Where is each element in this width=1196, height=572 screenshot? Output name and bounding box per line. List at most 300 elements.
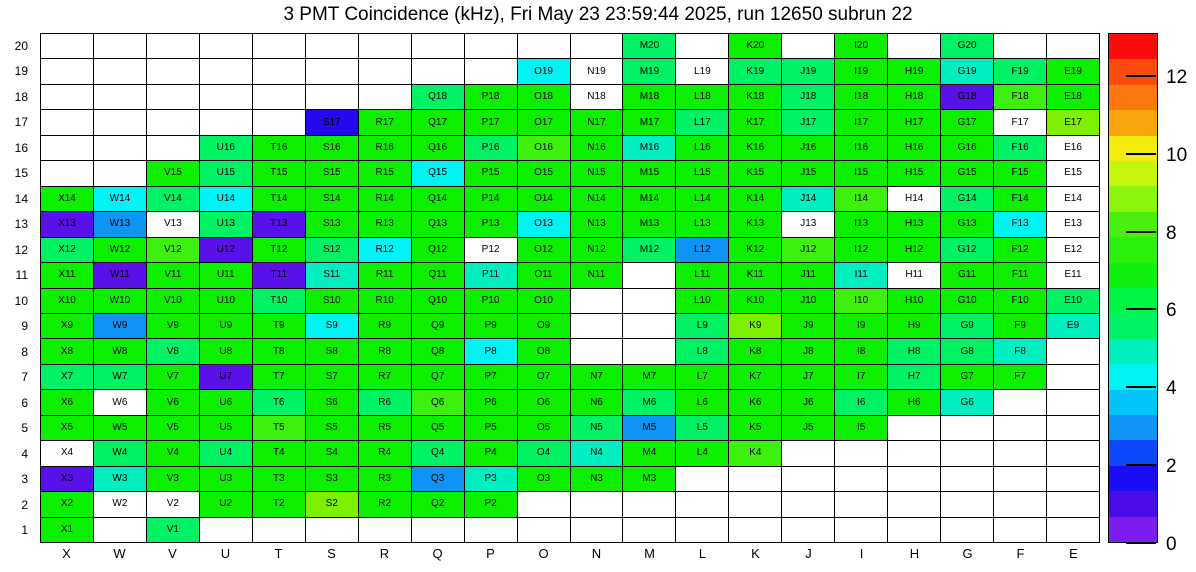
cell-V8: V8: [147, 339, 199, 363]
cell-N13: N13: [571, 212, 623, 236]
cell-S5: S5: [306, 416, 358, 440]
cell-E12: E12: [1047, 238, 1099, 262]
cell-J5: J5: [782, 416, 834, 440]
cell-G10: G10: [941, 289, 993, 313]
cell-F6: [994, 390, 1046, 414]
cell-M14: M14: [623, 187, 675, 211]
cell-Q20: [412, 34, 464, 58]
cell-O16: O16: [518, 136, 570, 160]
cell-T3: T3: [253, 467, 305, 491]
cell-N10: [571, 289, 623, 313]
cell-K5: K5: [729, 416, 781, 440]
cell-H9: H9: [888, 314, 940, 338]
cell-M18: M18: [623, 85, 675, 109]
cell-M3: M3: [623, 467, 675, 491]
cell-V9: V9: [147, 314, 199, 338]
cell-X8: X8: [41, 339, 93, 363]
cell-T2: T2: [253, 492, 305, 516]
cell-N2: [571, 492, 623, 516]
cell-N1: [571, 518, 623, 542]
cell-N15: N15: [571, 161, 623, 185]
x-axis-label-L: L: [698, 546, 707, 561]
cell-U16: U16: [200, 136, 252, 160]
x-axis-label-X: X: [62, 546, 71, 561]
cell-U11: U11: [200, 263, 252, 287]
cell-H4: [888, 441, 940, 465]
cell-P2: P2: [465, 492, 517, 516]
colorbar-tick-12: [1126, 75, 1156, 77]
cell-V10: V10: [147, 289, 199, 313]
cell-L11: L11: [676, 263, 728, 287]
cell-O7: O7: [518, 365, 570, 389]
colorbar-tick-label-4: 4: [1166, 378, 1177, 400]
cell-O18: O18: [518, 85, 570, 109]
cell-X5: X5: [41, 416, 93, 440]
cell-R16: R16: [359, 136, 411, 160]
cell-S4: S4: [306, 441, 358, 465]
cell-H12: H12: [888, 238, 940, 262]
cell-V13: V13: [147, 212, 199, 236]
cell-N16: N16: [571, 136, 623, 160]
cell-Q19: [412, 59, 464, 83]
cell-Q8: Q8: [412, 339, 464, 363]
colorbar-tick-6: [1126, 308, 1156, 310]
cell-W12: W12: [94, 238, 146, 262]
cell-N4: N4: [571, 441, 623, 465]
cell-I4: [835, 441, 887, 465]
cell-T11: T11: [253, 263, 305, 287]
cell-P13: P13: [465, 212, 517, 236]
cell-S2: S2: [306, 492, 358, 516]
x-axis-label-J: J: [805, 546, 812, 561]
cell-G13: G13: [941, 212, 993, 236]
cell-G18: G18: [941, 85, 993, 109]
cell-E15: E15: [1047, 161, 1099, 185]
cell-G7: G7: [941, 365, 993, 389]
cell-R3: R3: [359, 467, 411, 491]
cell-V16: [147, 136, 199, 160]
cell-S19: [306, 59, 358, 83]
colorbar-band-18: [1109, 59, 1157, 84]
cell-W1: [94, 518, 146, 542]
cell-J16: J16: [782, 136, 834, 160]
x-axis-label-V: V: [168, 546, 177, 561]
cell-M13: M13: [623, 212, 675, 236]
cell-G9: G9: [941, 314, 993, 338]
cell-V14: V14: [147, 187, 199, 211]
y-axis-label-20: 20: [14, 38, 28, 53]
cell-K13: K13: [729, 212, 781, 236]
cell-X11: X11: [41, 263, 93, 287]
cell-X6: X6: [41, 390, 93, 414]
cell-G17: G17: [941, 110, 993, 134]
cell-L9: L9: [676, 314, 728, 338]
cell-S13: S13: [306, 212, 358, 236]
cell-V5: V5: [147, 416, 199, 440]
y-axis-label-3: 3: [21, 472, 28, 487]
cell-S8: S8: [306, 339, 358, 363]
x-axis-label-H: H: [909, 546, 920, 561]
cell-X14: X14: [41, 187, 93, 211]
cell-E19: E19: [1047, 59, 1099, 83]
cell-U9: U9: [200, 314, 252, 338]
cell-M17: M17: [623, 110, 675, 134]
cell-P4: P4: [465, 441, 517, 465]
cell-M4: M4: [623, 441, 675, 465]
cell-O12: O12: [518, 238, 570, 262]
y-axis-label-16: 16: [14, 140, 28, 155]
cell-N3: N3: [571, 467, 623, 491]
cell-I5: I5: [835, 416, 887, 440]
cell-M12: M12: [623, 238, 675, 262]
x-axis-label-I: I: [859, 546, 864, 561]
cell-J12: J12: [782, 238, 834, 262]
cell-L14: L14: [676, 187, 728, 211]
cell-P11: P11: [465, 263, 517, 287]
cell-R7: R7: [359, 365, 411, 389]
cell-F9: F9: [994, 314, 1046, 338]
cell-W16: [94, 136, 146, 160]
cell-F1: [994, 518, 1046, 542]
cell-S17: S17: [306, 110, 358, 134]
cell-P5: P5: [465, 416, 517, 440]
cell-E5: [1047, 416, 1099, 440]
cell-F4: [994, 441, 1046, 465]
cell-K8: K8: [729, 339, 781, 363]
cell-T9: T9: [253, 314, 305, 338]
cell-O13: O13: [518, 212, 570, 236]
cell-T8: T8: [253, 339, 305, 363]
cell-F16: F16: [994, 136, 1046, 160]
colorbar-band-0: [1109, 517, 1157, 542]
cell-S1: [306, 518, 358, 542]
cell-M11: [623, 263, 675, 287]
cell-K11: K11: [729, 263, 781, 287]
cell-V1: V1: [147, 518, 199, 542]
cell-J7: J7: [782, 365, 834, 389]
cell-O19: O19: [518, 59, 570, 83]
cell-I8: I8: [835, 339, 887, 363]
x-axis-label-U: U: [220, 546, 231, 561]
cell-H16: H16: [888, 136, 940, 160]
cell-S18: [306, 85, 358, 109]
cell-X3: X3: [41, 467, 93, 491]
cell-K10: K10: [729, 289, 781, 313]
cell-Q18: Q18: [412, 85, 464, 109]
cell-U20: [200, 34, 252, 58]
cell-R17: R17: [359, 110, 411, 134]
cell-N9: [571, 314, 623, 338]
cell-I6: I6: [835, 390, 887, 414]
cell-J15: J15: [782, 161, 834, 185]
cell-I9: I9: [835, 314, 887, 338]
cell-M6: M6: [623, 390, 675, 414]
cell-H10: H10: [888, 289, 940, 313]
colorbar-tick-label-0: 0: [1166, 534, 1177, 555]
cell-I2: [835, 492, 887, 516]
cell-P14: P14: [465, 187, 517, 211]
colorbar-band-2: [1109, 466, 1157, 491]
cell-R5: R5: [359, 416, 411, 440]
cell-K14: K14: [729, 187, 781, 211]
cell-G6: G6: [941, 390, 993, 414]
cell-O14: O14: [518, 187, 570, 211]
cell-E4: [1047, 441, 1099, 465]
cell-H6: H6: [888, 390, 940, 414]
colorbar-band-16: [1109, 110, 1157, 135]
cell-E11: E11: [1047, 263, 1099, 287]
cell-K7: K7: [729, 365, 781, 389]
cell-R4: R4: [359, 441, 411, 465]
cell-F19: F19: [994, 59, 1046, 83]
cell-W15: [94, 161, 146, 185]
cell-V6: V6: [147, 390, 199, 414]
cell-L20: [676, 34, 728, 58]
cell-U1: [200, 518, 252, 542]
cell-T18: [253, 85, 305, 109]
cell-W7: W7: [94, 365, 146, 389]
cell-K9: K9: [729, 314, 781, 338]
cell-Q4: Q4: [412, 441, 464, 465]
cell-L10: L10: [676, 289, 728, 313]
cell-T1: [253, 518, 305, 542]
cell-Q5: Q5: [412, 416, 464, 440]
cell-P20: [465, 34, 517, 58]
colorbar-band-3: [1109, 440, 1157, 465]
cell-E16: E16: [1047, 136, 1099, 160]
cell-S14: S14: [306, 187, 358, 211]
cell-H3: [888, 467, 940, 491]
cell-T13: T13: [253, 212, 305, 236]
cell-P15: P15: [465, 161, 517, 185]
cell-I16: I16: [835, 136, 887, 160]
cell-K4: K4: [729, 441, 781, 465]
cell-L2: [676, 492, 728, 516]
cell-N14: N14: [571, 187, 623, 211]
cell-U18: [200, 85, 252, 109]
cell-R15: R15: [359, 161, 411, 185]
cell-G1: [941, 518, 993, 542]
cell-H13: H13: [888, 212, 940, 236]
cell-I3: [835, 467, 887, 491]
cell-F15: F15: [994, 161, 1046, 185]
cell-N19: N19: [571, 59, 623, 83]
cell-I19: I19: [835, 59, 887, 83]
cell-O6: O6: [518, 390, 570, 414]
colorbar-band-7: [1109, 339, 1157, 364]
cell-O5: O5: [518, 416, 570, 440]
x-axis-label-T: T: [274, 546, 283, 561]
cell-P18: P18: [465, 85, 517, 109]
cell-R12: R12: [359, 238, 411, 262]
cell-W19: [94, 59, 146, 83]
cell-V17: [147, 110, 199, 134]
cell-S20: [306, 34, 358, 58]
cell-K1: [729, 518, 781, 542]
cell-E18: E18: [1047, 85, 1099, 109]
cell-X4: X4: [41, 441, 93, 465]
y-axis-label-10: 10: [14, 293, 28, 308]
cell-X12: X12: [41, 238, 93, 262]
x-axis-label-K: K: [751, 546, 760, 561]
cell-E17: E17: [1047, 110, 1099, 134]
cell-R13: R13: [359, 212, 411, 236]
cell-H15: H15: [888, 161, 940, 185]
cell-J14: J14: [782, 187, 834, 211]
cell-X1: X1: [41, 518, 93, 542]
x-axis-label-S: S: [327, 546, 336, 561]
cell-T14: T14: [253, 187, 305, 211]
cell-N8: [571, 339, 623, 363]
cell-V11: V11: [147, 263, 199, 287]
cell-L12: L12: [676, 238, 728, 262]
cell-K19: K19: [729, 59, 781, 83]
y-axis-label-7: 7: [21, 370, 28, 385]
cell-S9: S9: [306, 314, 358, 338]
cell-F5: [994, 416, 1046, 440]
cell-P6: P6: [465, 390, 517, 414]
y-axis-labels: [0, 33, 34, 543]
cell-G5: [941, 416, 993, 440]
cell-S3: S3: [306, 467, 358, 491]
cell-J6: J6: [782, 390, 834, 414]
cell-H20: [888, 34, 940, 58]
cell-U6: U6: [200, 390, 252, 414]
colorbar-tick-0: [1126, 542, 1156, 544]
cell-M5: M5: [623, 416, 675, 440]
cell-Q13: Q13: [412, 212, 464, 236]
cell-R10: R10: [359, 289, 411, 313]
cell-Q15: Q15: [412, 161, 464, 185]
cell-Q2: Q2: [412, 492, 464, 516]
cell-J3: [782, 467, 834, 491]
cell-N5: N5: [571, 416, 623, 440]
cell-S15: S15: [306, 161, 358, 185]
cell-O17: O17: [518, 110, 570, 134]
cell-K6: K6: [729, 390, 781, 414]
cell-I20: I20: [835, 34, 887, 58]
colorbar-band-14: [1109, 161, 1157, 186]
cell-G16: G16: [941, 136, 993, 160]
cell-P3: P3: [465, 467, 517, 491]
cell-T5: T5: [253, 416, 305, 440]
cell-I11: I11: [835, 263, 887, 287]
cell-P7: P7: [465, 365, 517, 389]
cell-M1: [623, 518, 675, 542]
cell-K3: [729, 467, 781, 491]
cell-E13: E13: [1047, 212, 1099, 236]
cell-N20: [571, 34, 623, 58]
cell-U5: U5: [200, 416, 252, 440]
cell-J19: J19: [782, 59, 834, 83]
cell-Q10: Q10: [412, 289, 464, 313]
cell-S12: S12: [306, 238, 358, 262]
cell-L6: L6: [676, 390, 728, 414]
cell-K18: K18: [729, 85, 781, 109]
cell-L16: L16: [676, 136, 728, 160]
cell-L5: L5: [676, 416, 728, 440]
cell-W9: W9: [94, 314, 146, 338]
y-axis-label-13: 13: [14, 217, 28, 232]
cell-F11: F11: [994, 263, 1046, 287]
cell-S11: S11: [306, 263, 358, 287]
y-axis-label-2: 2: [21, 497, 28, 512]
cell-K17: K17: [729, 110, 781, 134]
cell-R2: R2: [359, 492, 411, 516]
cell-W18: [94, 85, 146, 109]
y-axis-label-17: 17: [14, 115, 28, 130]
cell-G2: [941, 492, 993, 516]
cell-J1: [782, 518, 834, 542]
cell-X2: X2: [41, 492, 93, 516]
cell-G4: [941, 441, 993, 465]
colorbar-tick-label-6: 6: [1166, 300, 1177, 322]
cell-X7: X7: [41, 365, 93, 389]
y-axis-label-18: 18: [14, 89, 28, 104]
cell-T20: [253, 34, 305, 58]
cell-I15: I15: [835, 161, 887, 185]
cell-H11: H11: [888, 263, 940, 287]
cell-S6: S6: [306, 390, 358, 414]
colorbar-band-11: [1109, 237, 1157, 262]
cell-T19: [253, 59, 305, 83]
cell-X16: [41, 136, 93, 160]
cell-P9: P9: [465, 314, 517, 338]
cell-X10: X10: [41, 289, 93, 313]
cell-E2: [1047, 492, 1099, 516]
cell-L8: L8: [676, 339, 728, 363]
cell-F3: [994, 467, 1046, 491]
cell-S10: S10: [306, 289, 358, 313]
cell-J13: J13: [782, 212, 834, 236]
cell-O10: O10: [518, 289, 570, 313]
cell-T16: T16: [253, 136, 305, 160]
cell-L3: [676, 467, 728, 491]
cell-Q1: [412, 518, 464, 542]
cell-I1: [835, 518, 887, 542]
cell-H19: H19: [888, 59, 940, 83]
cell-X15: [41, 161, 93, 185]
colorbar-band-8: [1109, 313, 1157, 338]
cell-L1: [676, 518, 728, 542]
cell-M19: M19: [623, 59, 675, 83]
cell-W4: W4: [94, 441, 146, 465]
cell-R1: [359, 518, 411, 542]
cell-Q12: Q12: [412, 238, 464, 262]
colorbar-band-1: [1109, 491, 1157, 516]
y-axis-label-9: 9: [21, 319, 28, 334]
cell-T7: T7: [253, 365, 305, 389]
cell-O4: O4: [518, 441, 570, 465]
cell-T15: T15: [253, 161, 305, 185]
cell-O15: O15: [518, 161, 570, 185]
x-axis-label-Q: Q: [432, 546, 443, 561]
y-axis-label-8: 8: [21, 344, 28, 359]
cell-M2: [623, 492, 675, 516]
cell-Q6: Q6: [412, 390, 464, 414]
cell-U15: U15: [200, 161, 252, 185]
cell-V4: V4: [147, 441, 199, 465]
cell-X18: [41, 85, 93, 109]
cell-T4: T4: [253, 441, 305, 465]
cell-O9: O9: [518, 314, 570, 338]
cell-Q11: Q11: [412, 263, 464, 287]
cell-X17: [41, 110, 93, 134]
cell-M15: M15: [623, 161, 675, 185]
cell-W8: W8: [94, 339, 146, 363]
x-axis-label-P: P: [486, 546, 495, 561]
cell-V2: V2: [147, 492, 199, 516]
